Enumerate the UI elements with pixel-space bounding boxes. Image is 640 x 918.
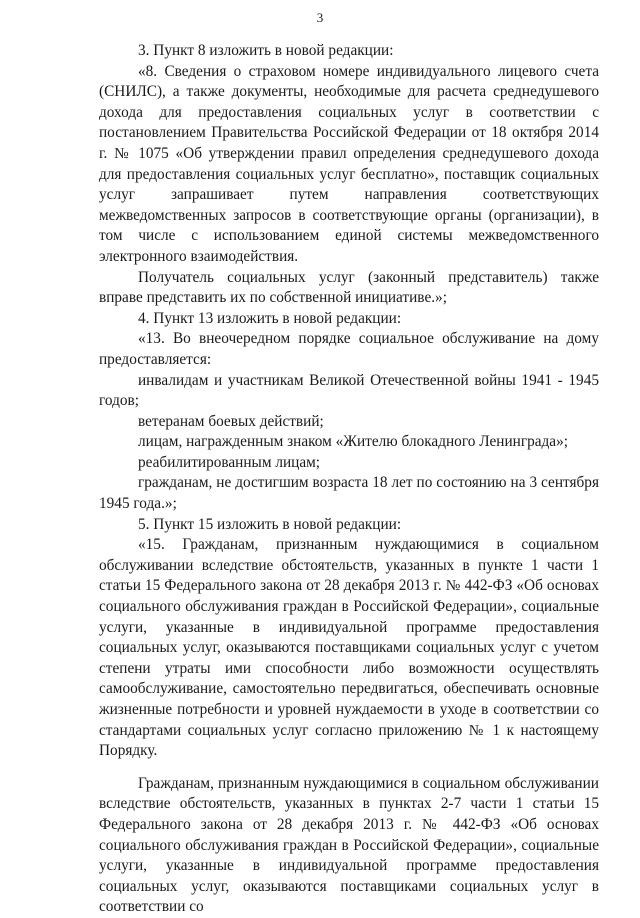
paragraph-item-8-text: «8. Сведения о страховом номере индивидуального лицевого счета (СНИЛС), а также документы, необходимые для расчета среднедушевого дохода для предоставления социальных услуг в соответствии с постановлением Правительства Российской Федерации от 18 октября 2014 г. № 1075 «Об утверждении правил определения среднедушевого дохода для предоставления социальных услуг бесплатно», поставщик социальных услуг запрашивает путем направления соответствующих межведомственных запросов в соответствующие органы (организации), в том числе с использованием единой системы межведомственного электронного взаимодействия. <box>99 62 599 265</box>
paragraph-item-15-continuation: Гражданам, признанным нуждающимися в социальном обслуживании вследствие обстоятельств, указанных в пунктах 2-7 части 1 статьи 15 Федерального закона от 28 декабря 2013 г. № 442-ФЗ «Об основах социального обслуживания граждан в Российской Федерации», социальные услуги, указанные в индивидуальной программе предоставления социальных услуг, оказываются поставщиками социальных услуг в соответствии со <box>99 774 599 916</box>
list-item-war-veterans: инвалидам и участникам Великой Отечественной войны 1941 - 1945 годов; <box>99 371 599 410</box>
document-body <box>99 41 599 918</box>
paragraph-item-5-heading: 5. Пункт 15 изложить в новой редакции: <box>138 515 402 533</box>
paragraph-recipient-right: Получатель социальных услуг (законный представитель) также вправе представить их по собственной инициативе.»; <box>99 268 599 307</box>
list-item-minors-1945: гражданам, не достигшим возраста 18 лет по состоянию на 3 сентября 1945 года.»; <box>99 474 599 513</box>
paragraph-item-13-text: «13. Во внеочередном порядке социальное обслуживание на дому предоставляется: <box>99 330 599 368</box>
paragraph-item-4-heading: 4. Пункт 13 изложить в новой редакции: <box>138 309 402 327</box>
list-item-combat-veterans: ветеранам боевых действий; <box>138 412 324 430</box>
paragraph-item-3-heading: 3. Пункт 8 изложить в новой редакции: <box>138 42 394 59</box>
list-item-rehabilitated: реабилитированным лицам; <box>138 453 321 471</box>
page-number: 3 <box>316 10 324 25</box>
list-item-leningrad-badge: лицам, награжденным знаком «Жителю блокадного Ленинграда»; <box>138 433 569 451</box>
paragraph-item-15-text: «15. Гражданам, признанным нуждающимися в социальном обслуживании вследствие обстоятельств, указанных в пункте 1 части 1 статьи 15 Федерального закона от 28 декабря 2013 г. № 442-ФЗ «Об основах социального обслуживания граждан в Российской Федерации», социальные услуги, указанные в индивидуальной программе предоставления социальных услуг, оказываются поставщиками социальных услуг с учетом степени утраты ими способности либо возможности осуществлять самообслуживание, самостоятельно передвигаться, обеспечивать основные жизненные потребности и уровней нуждаемости в уходе в соответствии со стандартами социальных услуг согласно приложению № 1 к настоящему Порядку. <box>99 536 599 760</box>
